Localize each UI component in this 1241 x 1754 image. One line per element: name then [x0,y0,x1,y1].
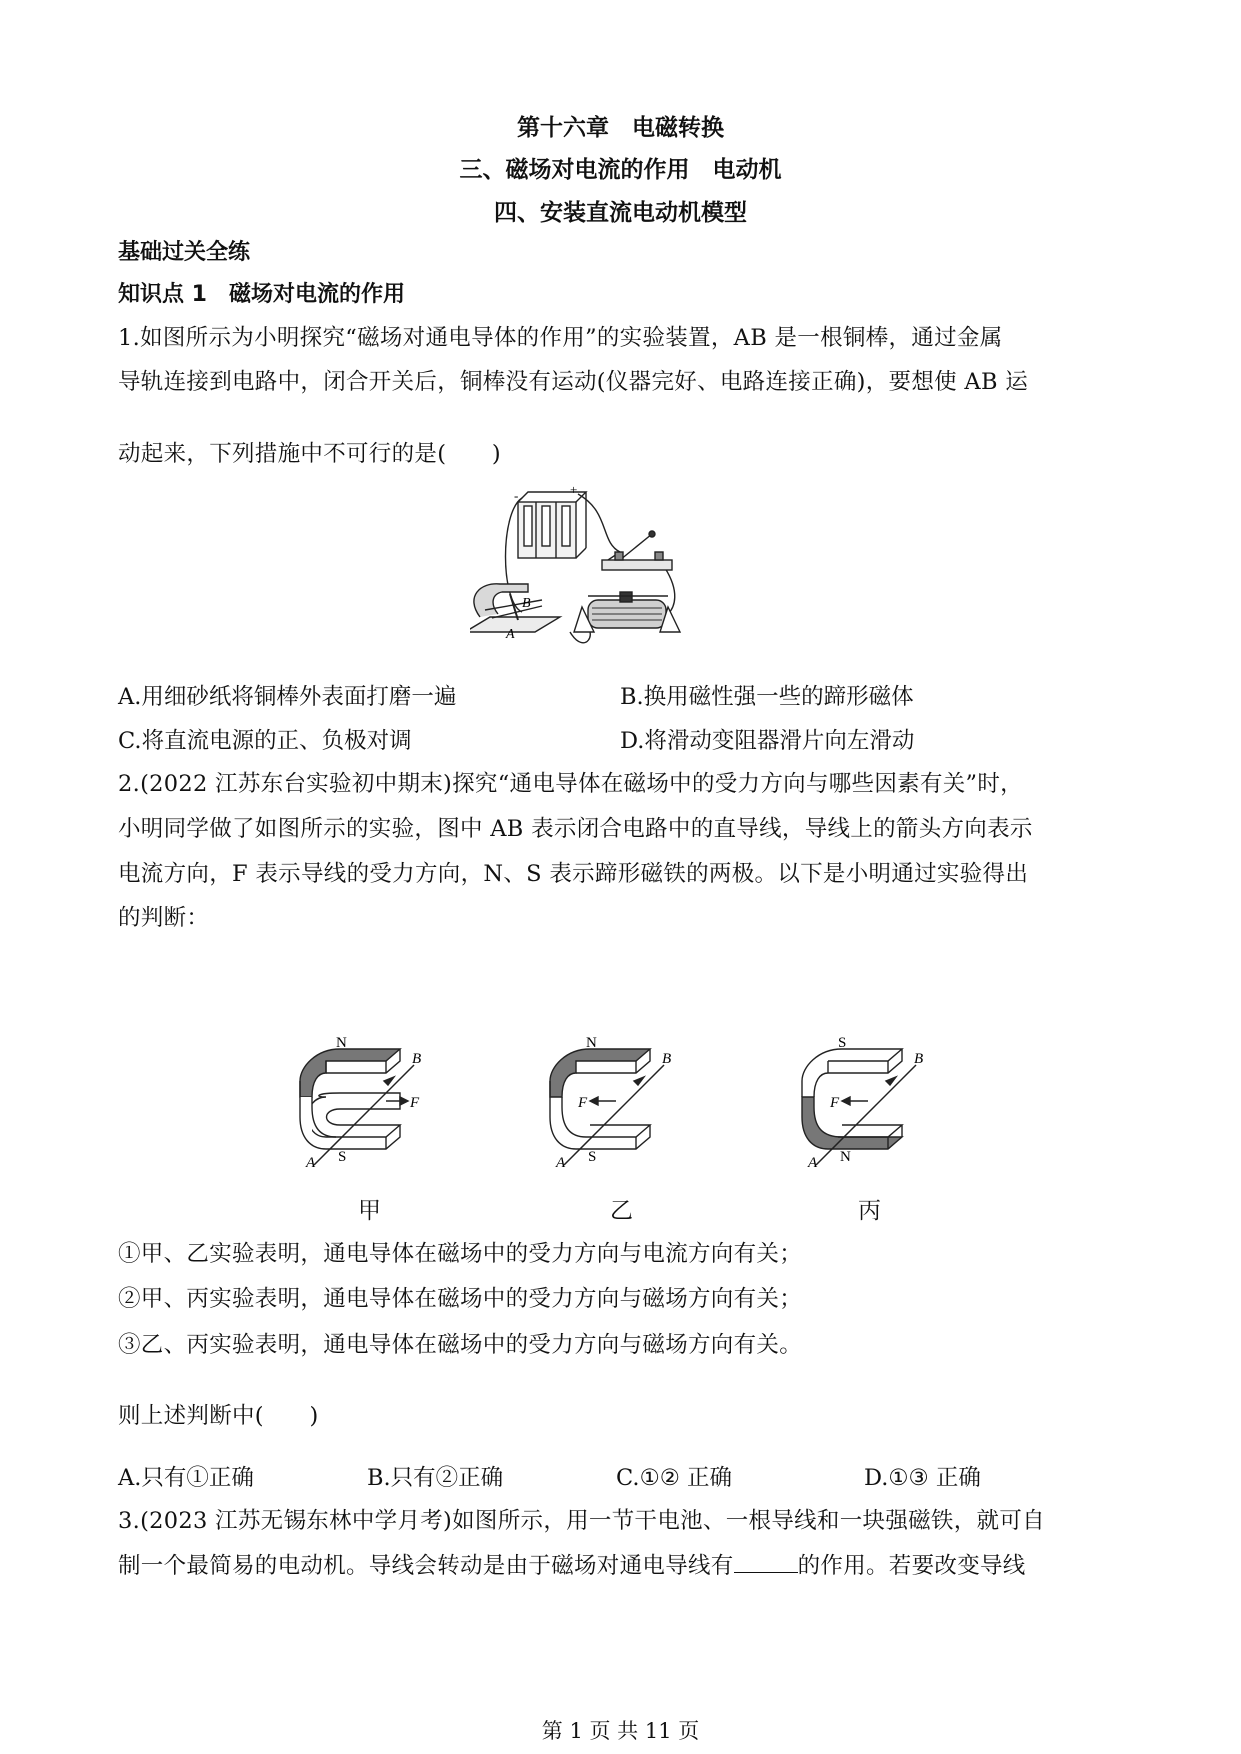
minus-label: - [514,488,519,503]
q3-answer-blank[interactable] [734,1552,798,1573]
caption-yi: 乙 [610,1198,633,1224]
q2-option-d[interactable]: D.①③ 正确 [864,1465,981,1491]
q3-line-1: 3.(2023 江苏无锡东林中学月考)如图所示，用一节干电池、一根导线和一块强磁铁，就可自 [118,1508,1045,1534]
q3-line-2 [118,1548,1026,1580]
magnet-figure-bing [798,1037,948,1167]
q2-line-1: 2.(2022 江苏东台实验初中期末)探究“通电导体在磁场中的受力方向与哪些因素有关”时， [118,771,1023,797]
caption-jia: 甲 [358,1198,381,1224]
pole-bottom: S [588,1149,597,1165]
pole-bottom: S [338,1149,347,1165]
practice-heading: 基础过关全练 [118,240,251,265]
label-f: F [410,1095,420,1111]
label-a: A [306,1155,316,1167]
q2-line-4: 的判断： [118,905,210,931]
q1-apparatus-figure [470,482,770,657]
label-b: B [662,1051,672,1067]
label-b: B [522,596,531,611]
label-b: B [914,1051,924,1067]
magnet-figure-jia [296,1037,446,1167]
page-footer: 第 1 页 共 11 页 [541,1719,700,1743]
knowledge-heading: 知识点 1 磁场对电流的作用 [118,282,405,307]
plus-label: + [570,482,578,497]
subsection-title: 四、安装直流电动机模型 [494,200,747,226]
pole-top: N [336,1037,347,1051]
caption-bing: 丙 [858,1198,881,1224]
q1-line-1: 1.如图所示为小明探究“磁场对通电导体的作用”的实验装置，AB 是一根铜棒，通过金属 [118,325,1003,351]
label-f: F [578,1095,588,1111]
q3-line-2-end: 的作用。若要改变导线 [797,1553,1026,1579]
q1-option-a[interactable]: A.用细砂纸将铜棒外表面打磨一遍 [118,684,457,710]
section-title: 三、磁场对电流的作用 电动机 [459,157,782,183]
switch [602,560,672,570]
q2-statement-3: ③乙、丙实验表明，通电导体在磁场中的受力方向与磁场方向有关。 [118,1332,803,1358]
q3-line-2-start: 制一个最简易的电动机。导线会转动是由于磁场对通电导线有 [118,1553,734,1579]
q2-line-3: 电流方向，F 表示导线的受力方向，N、S 表示蹄形磁铁的两极。以下是小明通过实验得出 [118,861,1029,887]
q2-option-b[interactable]: B.只有②正确 [367,1465,504,1491]
magnet-figure-yi [546,1037,696,1167]
q2-line-2: 小明同学做了如图所示的实验，图中 AB 表示闭合电路中的直导线，导线上的箭头方向表示 [118,816,1033,842]
chapter-title: 第十六章 电磁转换 [517,115,724,141]
q2-statement-1: ①甲、乙实验表明，通电导体在磁场中的受力方向与电流方向有关； [118,1241,803,1267]
q2-statement-2: ②甲、丙实验表明，通电导体在磁场中的受力方向与磁场方向有关； [118,1286,803,1312]
pole-bottom: N [840,1149,851,1165]
label-a: A [808,1155,818,1167]
q1-line-2: 导轨连接到电路中，闭合开关后，铜棒没有运动(仪器完好、电路连接正确)，要想使 AB 运 [118,369,1029,395]
label-b: B [412,1051,422,1067]
label-f: F [830,1095,840,1111]
q1-line-3: 动起来，下列措施中不可行的是( ) [118,441,501,467]
pole-top: S [838,1037,847,1051]
q2-option-c[interactable]: C.①② 正确 [616,1465,733,1491]
pole-top: N [586,1037,597,1051]
q2-option-a[interactable]: A.只有①正确 [118,1465,254,1491]
q1-option-b[interactable]: B.换用磁性强一些的蹄形磁体 [620,684,914,710]
label-a: A [556,1155,566,1167]
label-a: A [506,627,515,642]
q1-option-c[interactable]: C.将直流电源的正、负极对调 [118,728,412,754]
q2-ask: 则上述判断中( ) [118,1403,319,1429]
q1-option-d[interactable]: D.将滑动变阻器滑片向左滑动 [620,728,915,754]
